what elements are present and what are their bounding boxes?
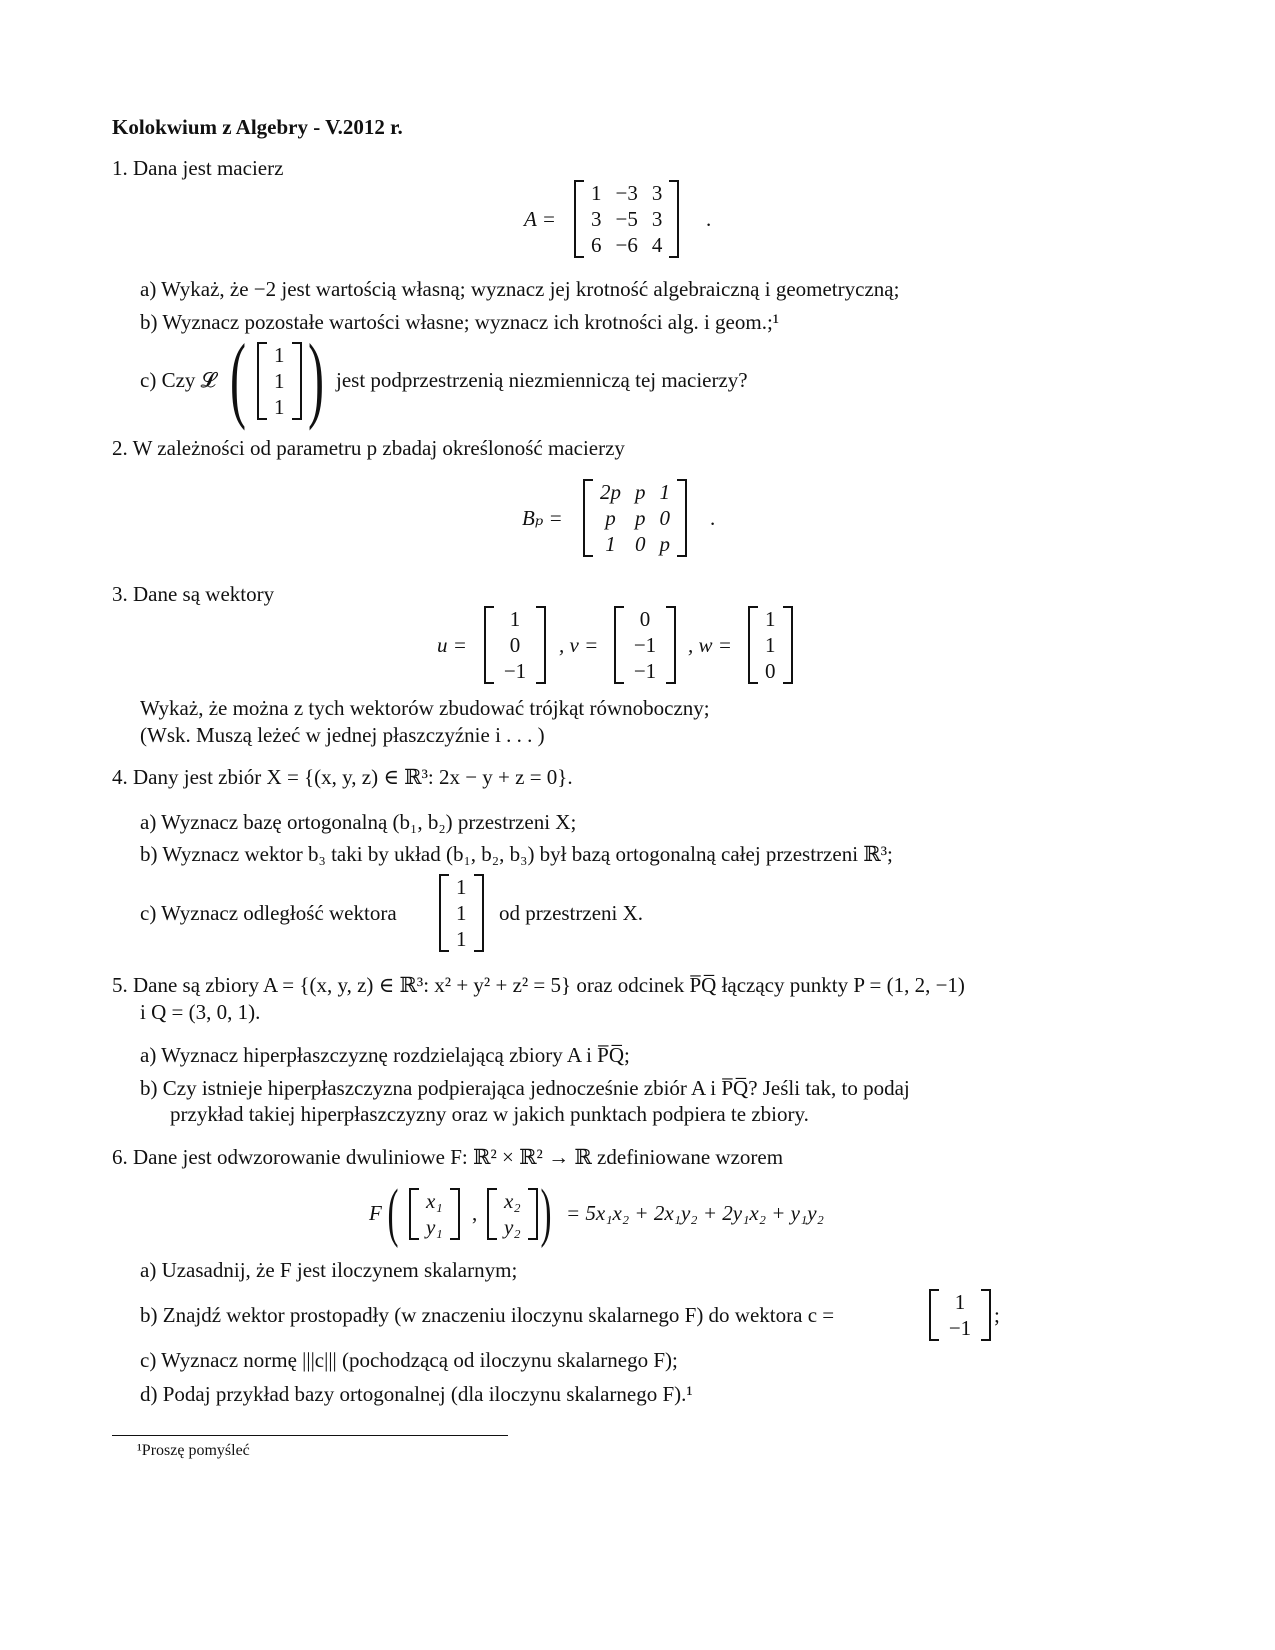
f-label: F (369, 1201, 382, 1225)
vector-4c (439, 874, 484, 952)
cell: 1 (274, 343, 285, 367)
problem-5b-line1: b) Czy istnieje hiperpłaszczyzna podpierająca jednocześnie zbiór A i P̅Q̅? Jeśli tak, to podaj (140, 1076, 910, 1100)
left-paren: ( (229, 324, 246, 431)
problem-5-line1: 5. Dane są zbiory A = {(x, y, z) ∈ ℝ³: x² + y² + z² = 5} oraz odcinek P̅Q̅ łączący punkty P = (1, 2, −1) (112, 973, 965, 997)
cell: −1 (948, 1316, 972, 1340)
cell: 1 (591, 181, 602, 205)
cell: −6 (615, 233, 638, 257)
problem-6c: c) Wyznacz normę |||c||| (pochodzącą od iloczynu skalarnego F); (140, 1348, 678, 1372)
cell: 1 (274, 369, 285, 393)
cell: 1 (274, 395, 285, 419)
cell: y₂ (504, 1215, 521, 1239)
vector-v (614, 606, 676, 684)
w-label: , w = (688, 633, 732, 657)
matrix-b (583, 479, 687, 557)
cell: 3 (591, 207, 602, 231)
matrix-a-label: A = (524, 207, 556, 231)
vector-1c (257, 342, 302, 420)
cell: 1 (456, 875, 467, 899)
cell: p (605, 506, 616, 530)
cell: x₁ (426, 1189, 443, 1213)
period: . (710, 506, 716, 530)
cell: 3 (651, 181, 663, 205)
cell: y₁ (426, 1215, 443, 1239)
cell: 3 (651, 207, 663, 231)
cell: −1 (633, 659, 657, 683)
vector-x2y2 (487, 1188, 538, 1240)
cell: p (635, 506, 646, 530)
footnote-rule (112, 1435, 508, 1436)
problem-4c-text: od przestrzeni X. (499, 901, 644, 925)
cell: 1 (509, 607, 521, 631)
problem-1b: b) Wyznacz pozostałe wartości własne; wyznacz ich krotności alg. i geom.;¹ (140, 310, 780, 334)
cell: −1 (633, 633, 657, 657)
problem-3-hint: (Wsk. Muszą leżeć w jednej płaszczyźnie i . . . ) (140, 723, 545, 747)
u-label: u = (437, 633, 467, 657)
vector-x1y1 (409, 1188, 460, 1240)
problem-1-intro: 1. Dana jest macierz (112, 156, 284, 180)
problem-5a: a) Wyznacz hiperpłaszczyznę rozdzielającą zbiory A i P̅Q̅; (140, 1043, 630, 1067)
cell: 4 (651, 233, 663, 257)
cell: 1 (765, 633, 776, 657)
cell: p (635, 480, 646, 504)
problem-4-intro: 4. Dany jest zbiór X = {(x, y, z) ∈ ℝ³: 2x − y + z = 0}. (112, 765, 573, 789)
footnote: ¹Proszę pomyśleć (137, 1442, 250, 1459)
cell: x₂ (504, 1189, 521, 1213)
matrix-b-label: Bₚ = (522, 506, 563, 530)
problem-6-intro: 6. Dane jest odwzorowanie dwuliniowe F: ℝ² × ℝ² → ℝ zdefiniowane wzorem (112, 1145, 784, 1169)
cell: 6 (591, 233, 602, 257)
cell: 1 (605, 532, 616, 556)
problem-4b: b) Wyznacz wektor b₃ taki by układ (b₁, b₂, b₃) był bazą ortogonalną całej przestrzeni ℝ³; (140, 842, 893, 866)
cell: 0 (509, 633, 521, 657)
problem-4a: a) Wyznacz bazę ortogonalną (b₁, b₂) przestrzeni X; (140, 810, 577, 834)
vector-w (748, 606, 793, 684)
problem-6b-prefix: b) Znajdź wektor prostopadły (w znaczeniu iloczynu skalarnego F) do wektora c = (140, 1303, 835, 1327)
cell: 1 (659, 480, 670, 504)
problem-3-text: Wykaż, że można z tych wektorów zbudować trójkąt równoboczny; (140, 696, 710, 720)
f-formula: = 5x₁x₂ + 2x₁y₂ + 2y₁x₂ + y₁y₂ (566, 1201, 824, 1225)
cell: p (659, 532, 670, 556)
cell: 1 (456, 901, 467, 925)
cell: 1 (954, 1290, 966, 1314)
problem-3-intro: 3. Dane są wektory (112, 582, 275, 606)
problem-1c-text: jest podprzestrzenią niezmienniczą tej macierzy? (336, 368, 748, 392)
cell: −3 (615, 181, 638, 205)
right-paren: ) (540, 1176, 552, 1249)
cell: −5 (615, 207, 638, 231)
cell: 1 (765, 607, 776, 631)
problem-4c-prefix: c) Wyznacz odległość wektora (140, 901, 397, 925)
semicolon: ; (994, 1303, 1000, 1327)
problem-1c-prefix: c) Czy 𝓛 (140, 368, 216, 392)
comma: , (472, 1201, 478, 1225)
right-paren: ) (307, 324, 324, 431)
cell: 0 (659, 506, 670, 530)
problem-5-line2: i Q = (3, 0, 1). (140, 1000, 261, 1024)
vector-c (929, 1289, 991, 1341)
vector-u (484, 606, 546, 684)
cell: 0 (635, 532, 646, 556)
cell: −1 (503, 659, 527, 683)
problem-2-intro: 2. W zależności od parametru p zbadaj określoność macierzy (112, 436, 625, 460)
matrix-a (574, 180, 679, 258)
period: . (706, 207, 712, 231)
problem-6d: d) Podaj przykład bazy ortogonalnej (dla iloczynu skalarnego F).¹ (140, 1382, 693, 1406)
left-paren: ( (387, 1176, 399, 1249)
problem-5b-line2: przykład takiej hiperpłaszczyzny oraz w jakich punktach podpiera te zbiory. (170, 1102, 809, 1126)
exam-title: Kolokwium z Algebry - V.2012 r. (112, 115, 403, 139)
cell: 0 (639, 607, 651, 631)
problem-6a: a) Uzasadnij, że F jest iloczynem skalarnym; (140, 1258, 518, 1282)
cell: 1 (456, 927, 467, 951)
problem-1a: a) Wykaż, że −2 jest wartością własną; wyznacz jej krotność algebraiczną i geometryczną; (140, 277, 900, 301)
cell: 0 (765, 659, 776, 683)
v-label: , v = (559, 633, 599, 657)
cell: 2p (600, 480, 621, 504)
